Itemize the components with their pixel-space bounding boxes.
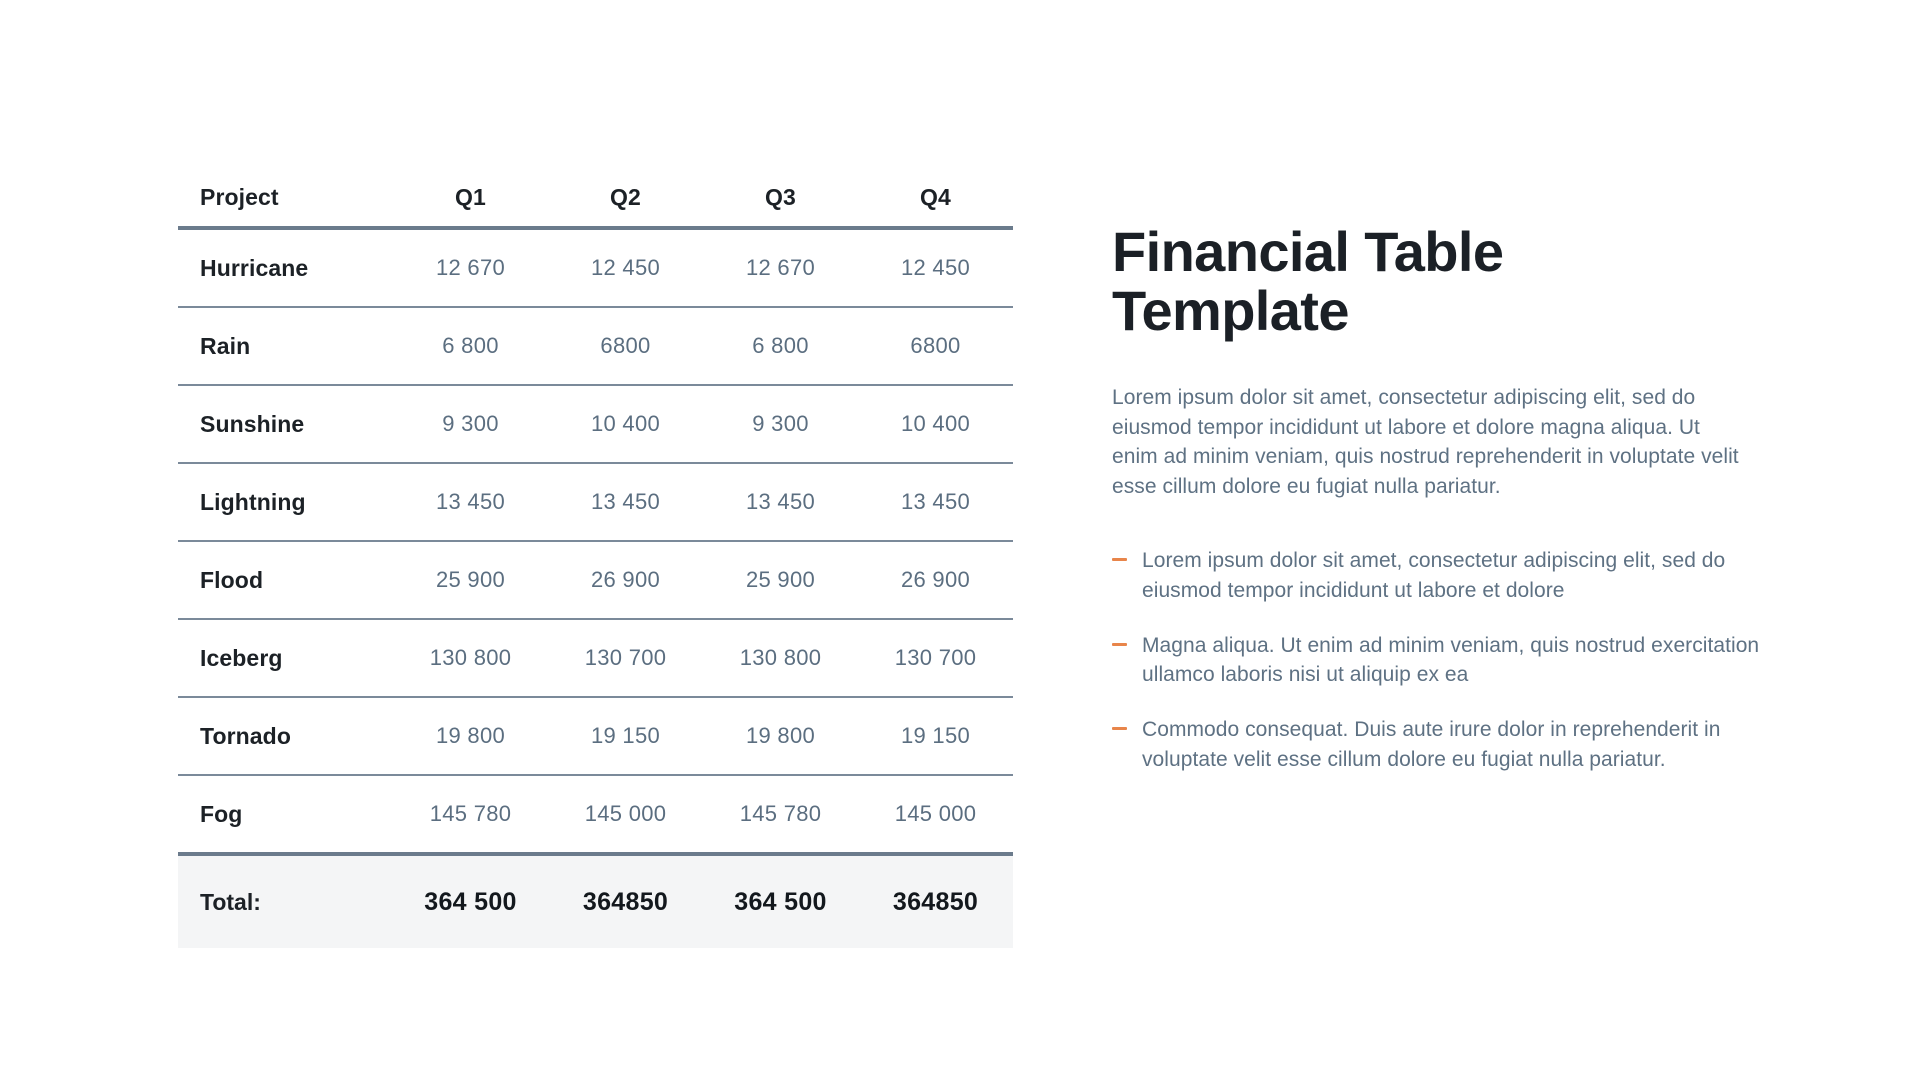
cell-q2: 26 900 (548, 541, 703, 619)
cell-project: Sunshine (178, 385, 393, 463)
dash-icon (1112, 643, 1127, 646)
cell-q4: 130 700 (858, 619, 1013, 697)
cell-q2: 19 150 (548, 697, 703, 775)
cell-q3: 130 800 (703, 619, 858, 697)
cell-q2: 6800 (548, 307, 703, 385)
cell-q1: 12 670 (393, 228, 548, 307)
cell-q3: 13 450 (703, 463, 858, 541)
dash-icon (1112, 727, 1127, 730)
dash-icon (1112, 558, 1127, 561)
cell-q4: 26 900 (858, 541, 1013, 619)
cell-q2: 145 000 (584, 801, 667, 826)
table-row (178, 307, 1013, 385)
cell-q1: 19 800 (393, 697, 548, 775)
cell-q4: 6800 (858, 307, 1013, 385)
cell-project: Lightning (178, 463, 393, 541)
cell-q1: 6 800 (393, 307, 548, 385)
list-item-text: Commodo consequat. Duis aute irure dolor in reprehenderit in voluptate velit esse cillum dolore eu fugiat nulla pariatur. (1142, 718, 1721, 772)
table-row (178, 619, 1013, 697)
financial-table (178, 168, 1013, 948)
page-title: Financial Table Template (1112, 220, 1504, 343)
table-row (178, 541, 1013, 619)
table-row (178, 228, 1013, 307)
cell-q2: 10 400 (548, 385, 703, 463)
total-q1: 364 500 (393, 854, 548, 948)
table-row (178, 385, 1013, 463)
list-item-text: Magna aliqua. Ut enim ad minim veniam, quis nostrud exercitation ullamco laboris nisi ut aliquip ex ea (1142, 633, 1760, 687)
text-content-pane (1112, 222, 1772, 775)
cell-q1: 13 450 (393, 463, 548, 541)
total-label: Total: (178, 854, 393, 948)
cell-q1: 25 900 (393, 541, 548, 619)
cell-q3: 19 800 (703, 697, 858, 775)
bullet-list (1112, 546, 1762, 775)
total-q2: 364850 (548, 854, 703, 948)
cell-q2: 13 450 (548, 463, 703, 541)
table-row (178, 775, 1013, 854)
intro-paragraph: Lorem ipsum dolor sit amet, consectetur adipiscing elit, sed do eiusmod tempor incididunt ut labore et dolore magna aliqua. Ut enim ad minim veniam, quis nostrud reprehenderit in voluptate velit esse cillum dolore eu fugiat nulla pariatur. (1112, 385, 1739, 499)
column-header-q3: Q3 (703, 168, 858, 228)
cell-q3: 9 300 (703, 385, 858, 463)
cell-q1: 9 300 (393, 385, 548, 463)
cell-q4: 12 450 (858, 228, 1013, 307)
column-header-project: Project (178, 168, 393, 228)
list-item (1112, 715, 1762, 775)
cell-q4: 13 450 (858, 463, 1013, 541)
table-total-row (178, 854, 1013, 948)
cell-q1: 130 800 (393, 619, 548, 697)
cell-q2: 12 450 (548, 228, 703, 307)
total-q4: 364850 (858, 854, 1013, 948)
table-header (178, 168, 1013, 228)
list-item (1112, 631, 1762, 691)
column-header-q1: Q1 (393, 168, 548, 228)
column-header-q4: Q4 (858, 168, 1013, 228)
cell-project: Tornado (178, 697, 393, 775)
cell-project: Rain (178, 307, 393, 385)
header-row (178, 168, 1013, 228)
cell-q3: 6 800 (703, 307, 858, 385)
total-q3: 364 500 (703, 854, 858, 948)
table-body (178, 228, 1013, 948)
cell-q1: 145 780 (429, 801, 512, 826)
cell-q2: 130 700 (548, 619, 703, 697)
cell-q3: 145 780 (739, 801, 822, 826)
cell-q4: 10 400 (858, 385, 1013, 463)
cell-q4: 145 000 (894, 801, 977, 826)
cell-project: Hurricane (178, 228, 393, 307)
cell-project: Flood (178, 541, 393, 619)
financial-table-container (178, 168, 1013, 948)
cell-q3: 12 670 (703, 228, 858, 307)
cell-q4: 19 150 (858, 697, 1013, 775)
list-item (1112, 546, 1762, 606)
column-header-q2: Q2 (548, 168, 703, 228)
table-row (178, 697, 1013, 775)
table-row (178, 463, 1013, 541)
cell-project: Iceberg (178, 619, 393, 697)
cell-project: Fog (200, 800, 243, 827)
list-item-text: Lorem ipsum dolor sit amet, consectetur adipiscing elit, sed do eiusmod tempor incididunt ut labore et dolore (1142, 548, 1726, 602)
cell-q3: 25 900 (703, 541, 858, 619)
